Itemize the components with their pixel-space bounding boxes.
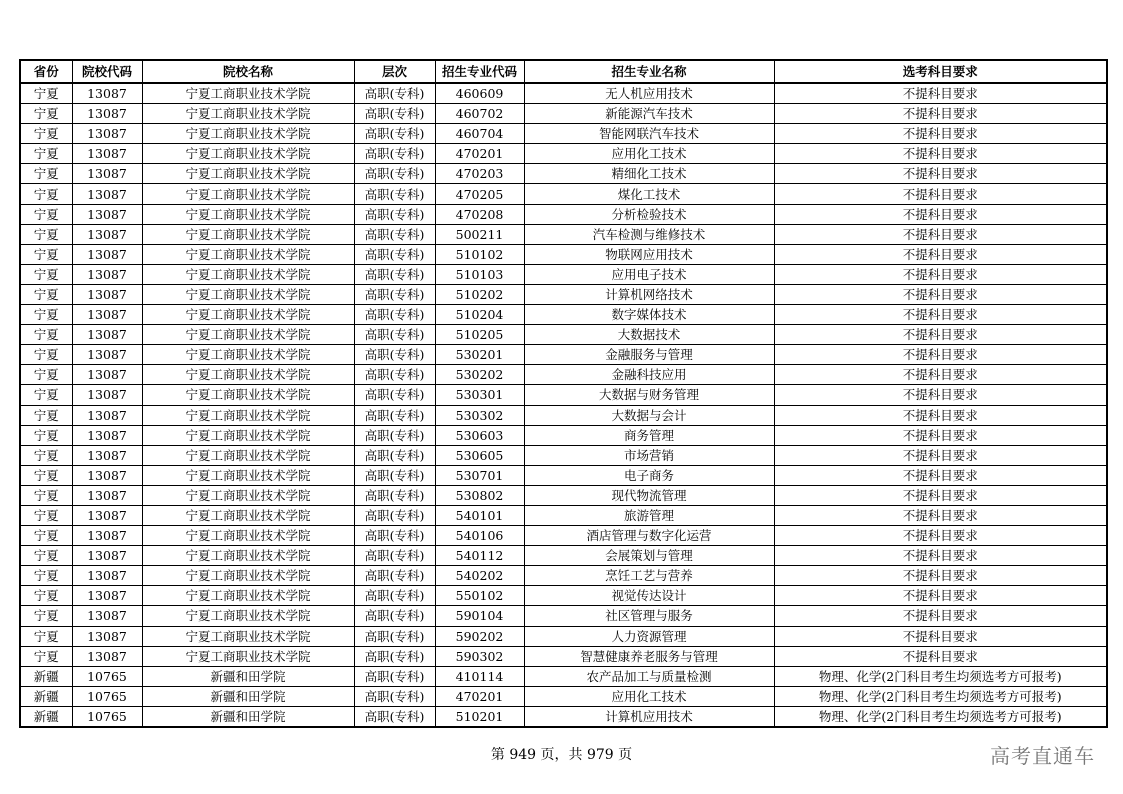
- cell-province: 宁夏: [20, 566, 72, 586]
- table-row: [20, 445, 1107, 465]
- cell-province: 宁夏: [20, 284, 72, 304]
- cell-province: 宁夏: [20, 465, 72, 485]
- cell-subject-requirement: 不提科目要求: [774, 325, 1107, 345]
- cell-major-code: 510201: [435, 706, 524, 727]
- cell-subject-requirement: 不提科目要求: [774, 606, 1107, 626]
- cell-major-code: 510204: [435, 305, 524, 325]
- cell-province: 宁夏: [20, 124, 72, 144]
- cell-subject-requirement: 不提科目要求: [774, 224, 1107, 244]
- cell-school-name: 宁夏工商职业技术学院: [142, 526, 354, 546]
- cell-school-code: 13087: [72, 626, 142, 646]
- cell-province: 宁夏: [20, 244, 72, 264]
- table-row: [20, 83, 1107, 104]
- cell-major-name: 社区管理与服务: [524, 606, 774, 626]
- cell-major-code: 530802: [435, 485, 524, 505]
- cell-level: 高职(专科): [354, 184, 435, 204]
- cell-major-code: 590104: [435, 606, 524, 626]
- cell-major-code: 470205: [435, 184, 524, 204]
- cell-subject-requirement: 不提科目要求: [774, 505, 1107, 525]
- cell-province: 新疆: [20, 666, 72, 686]
- cell-level: 高职(专科): [354, 164, 435, 184]
- table-row: [20, 626, 1107, 646]
- cell-level: 高职(专科): [354, 224, 435, 244]
- cell-major-code: 530201: [435, 345, 524, 365]
- cell-school-code: 13087: [72, 325, 142, 345]
- cell-major-name: 计算机网络技术: [524, 284, 774, 304]
- cell-province: 宁夏: [20, 505, 72, 525]
- table-row: [20, 485, 1107, 505]
- cell-major-code: 530301: [435, 385, 524, 405]
- cell-school-name: 新疆和田学院: [142, 706, 354, 727]
- cell-level: 高职(专科): [354, 485, 435, 505]
- cell-school-code: 10765: [72, 686, 142, 706]
- cell-subject-requirement: 不提科目要求: [774, 244, 1107, 264]
- cell-school-code: 13087: [72, 104, 142, 124]
- cell-subject-requirement: 不提科目要求: [774, 465, 1107, 485]
- cell-subject-requirement: 不提科目要求: [774, 144, 1107, 164]
- cell-school-code: 13087: [72, 264, 142, 284]
- cell-level: 高职(专科): [354, 505, 435, 525]
- cell-province: 宁夏: [20, 405, 72, 425]
- cell-school-code: 13087: [72, 526, 142, 546]
- table-row: [20, 104, 1107, 124]
- table-row: [20, 405, 1107, 425]
- watermark-text: 高考直通车: [990, 744, 1095, 768]
- cell-major-code: 510202: [435, 284, 524, 304]
- cell-major-code: 540112: [435, 546, 524, 566]
- cell-school-name: 宁夏工商职业技术学院: [142, 284, 354, 304]
- cell-major-name: 人力资源管理: [524, 626, 774, 646]
- cell-province: 宁夏: [20, 485, 72, 505]
- table-row: [20, 184, 1107, 204]
- cell-major-name: 旅游管理: [524, 505, 774, 525]
- cell-major-name: 大数据技术: [524, 325, 774, 345]
- admission-table: [19, 59, 1108, 728]
- cell-major-name: 金融科技应用: [524, 365, 774, 385]
- cell-subject-requirement: 不提科目要求: [774, 284, 1107, 304]
- cell-level: 高职(专科): [354, 385, 435, 405]
- cell-major-code: 470201: [435, 686, 524, 706]
- cell-level: 高职(专科): [354, 264, 435, 284]
- cell-school-name: 宁夏工商职业技术学院: [142, 566, 354, 586]
- cell-major-name: 金融服务与管理: [524, 345, 774, 365]
- cell-province: 宁夏: [20, 184, 72, 204]
- cell-major-code: 510205: [435, 325, 524, 345]
- cell-school-name: 宁夏工商职业技术学院: [142, 224, 354, 244]
- cell-subject-requirement: 不提科目要求: [774, 586, 1107, 606]
- cell-province: 宁夏: [20, 646, 72, 666]
- cell-province: 宁夏: [20, 606, 72, 626]
- cell-level: 高职(专科): [354, 325, 435, 345]
- cell-major-code: 510103: [435, 264, 524, 284]
- cell-school-code: 13087: [72, 184, 142, 204]
- cell-subject-requirement: 不提科目要求: [774, 264, 1107, 284]
- cell-subject-requirement: 不提科目要求: [774, 485, 1107, 505]
- cell-subject-requirement: 不提科目要求: [774, 305, 1107, 325]
- cell-major-name: 应用化工技术: [524, 144, 774, 164]
- cell-major-code: 550102: [435, 586, 524, 606]
- header-school-name: 院校名称: [142, 60, 354, 83]
- cell-school-code: 13087: [72, 566, 142, 586]
- cell-school-code: 13087: [72, 365, 142, 385]
- cell-level: 高职(专科): [354, 646, 435, 666]
- table-row: [20, 144, 1107, 164]
- cell-school-name: 宁夏工商职业技术学院: [142, 445, 354, 465]
- cell-major-code: 590202: [435, 626, 524, 646]
- cell-major-code: 460702: [435, 104, 524, 124]
- cell-major-code: 530202: [435, 365, 524, 385]
- header-province: 省份: [20, 60, 72, 83]
- cell-province: 宁夏: [20, 345, 72, 365]
- cell-subject-requirement: 不提科目要求: [774, 124, 1107, 144]
- cell-major-name: 分析检验技术: [524, 204, 774, 224]
- cell-major-name: 会展策划与管理: [524, 546, 774, 566]
- cell-level: 高职(专科): [354, 546, 435, 566]
- cell-major-code: 530701: [435, 465, 524, 485]
- cell-subject-requirement: 物理、化学(2门科目考生均须选考方可报考): [774, 666, 1107, 686]
- cell-subject-requirement: 不提科目要求: [774, 345, 1107, 365]
- table-row: [20, 264, 1107, 284]
- cell-school-name: 宁夏工商职业技术学院: [142, 305, 354, 325]
- cell-major-name: 无人机应用技术: [524, 83, 774, 104]
- cell-subject-requirement: 物理、化学(2门科目考生均须选考方可报考): [774, 706, 1107, 727]
- cell-school-name: 宁夏工商职业技术学院: [142, 505, 354, 525]
- cell-level: 高职(专科): [354, 104, 435, 124]
- cell-school-name: 宁夏工商职业技术学院: [142, 144, 354, 164]
- cell-subject-requirement: 不提科目要求: [774, 204, 1107, 224]
- cell-school-code: 13087: [72, 385, 142, 405]
- cell-province: 宁夏: [20, 224, 72, 244]
- cell-subject-requirement: 不提科目要求: [774, 566, 1107, 586]
- cell-province: 宁夏: [20, 144, 72, 164]
- table-row: [20, 646, 1107, 666]
- cell-school-name: 宁夏工商职业技术学院: [142, 345, 354, 365]
- cell-major-code: 470201: [435, 144, 524, 164]
- cell-school-code: 13087: [72, 606, 142, 626]
- cell-school-code: 13087: [72, 485, 142, 505]
- cell-level: 高职(专科): [354, 626, 435, 646]
- table-row: [20, 244, 1107, 264]
- cell-school-name: 宁夏工商职业技术学院: [142, 465, 354, 485]
- cell-major-code: 470208: [435, 204, 524, 224]
- cell-level: 高职(专科): [354, 465, 435, 485]
- cell-school-code: 13087: [72, 305, 142, 325]
- cell-subject-requirement: 不提科目要求: [774, 526, 1107, 546]
- cell-school-code: 13087: [72, 124, 142, 144]
- cell-school-name: 宁夏工商职业技术学院: [142, 184, 354, 204]
- table-row: [20, 606, 1107, 626]
- cell-province: 新疆: [20, 706, 72, 727]
- cell-school-name: 新疆和田学院: [142, 686, 354, 706]
- cell-province: 宁夏: [20, 586, 72, 606]
- table-row: [20, 284, 1107, 304]
- cell-major-code: 590302: [435, 646, 524, 666]
- cell-school-name: 新疆和田学院: [142, 666, 354, 686]
- cell-level: 高职(专科): [354, 606, 435, 626]
- cell-major-name: 物联网应用技术: [524, 244, 774, 264]
- cell-major-code: 410114: [435, 666, 524, 686]
- cell-province: 新疆: [20, 686, 72, 706]
- cell-school-code: 13087: [72, 445, 142, 465]
- cell-school-code: 13087: [72, 224, 142, 244]
- cell-major-name: 大数据与会计: [524, 405, 774, 425]
- cell-major-name: 煤化工技术: [524, 184, 774, 204]
- cell-school-name: 宁夏工商职业技术学院: [142, 646, 354, 666]
- table-row: [20, 505, 1107, 525]
- cell-subject-requirement: 不提科目要求: [774, 626, 1107, 646]
- cell-level: 高职(专科): [354, 124, 435, 144]
- cell-level: 高职(专科): [354, 666, 435, 686]
- cell-major-name: 商务管理: [524, 425, 774, 445]
- cell-major-code: 530603: [435, 425, 524, 445]
- cell-major-name: 大数据与财务管理: [524, 385, 774, 405]
- cell-subject-requirement: 不提科目要求: [774, 83, 1107, 104]
- cell-major-name: 精细化工技术: [524, 164, 774, 184]
- cell-major-name: 烹饪工艺与营养: [524, 566, 774, 586]
- cell-school-code: 13087: [72, 345, 142, 365]
- cell-level: 高职(专科): [354, 586, 435, 606]
- table-row: [20, 586, 1107, 606]
- cell-subject-requirement: 不提科目要求: [774, 385, 1107, 405]
- table-row: [20, 666, 1107, 686]
- cell-major-name: 应用化工技术: [524, 686, 774, 706]
- cell-school-code: 10765: [72, 706, 142, 727]
- cell-province: 宁夏: [20, 385, 72, 405]
- cell-school-code: 13087: [72, 425, 142, 445]
- cell-major-code: 530605: [435, 445, 524, 465]
- cell-level: 高职(专科): [354, 204, 435, 224]
- cell-school-code: 10765: [72, 666, 142, 686]
- cell-school-code: 13087: [72, 284, 142, 304]
- table-row: [20, 345, 1107, 365]
- header-subject-requirement: 选考科目要求: [774, 60, 1107, 83]
- cell-school-code: 13087: [72, 164, 142, 184]
- cell-school-name: 宁夏工商职业技术学院: [142, 83, 354, 104]
- cell-province: 宁夏: [20, 305, 72, 325]
- cell-level: 高职(专科): [354, 445, 435, 465]
- cell-school-code: 13087: [72, 546, 142, 566]
- cell-school-name: 宁夏工商职业技术学院: [142, 325, 354, 345]
- cell-major-code: 540106: [435, 526, 524, 546]
- cell-level: 高职(专科): [354, 284, 435, 304]
- cell-major-name: 视觉传达设计: [524, 586, 774, 606]
- cell-province: 宁夏: [20, 365, 72, 385]
- cell-level: 高职(专科): [354, 144, 435, 164]
- cell-level: 高职(专科): [354, 526, 435, 546]
- cell-subject-requirement: 不提科目要求: [774, 445, 1107, 465]
- cell-major-name: 应用电子技术: [524, 264, 774, 284]
- cell-major-code: 530302: [435, 405, 524, 425]
- cell-school-code: 13087: [72, 505, 142, 525]
- cell-level: 高职(专科): [354, 305, 435, 325]
- cell-province: 宁夏: [20, 104, 72, 124]
- cell-school-name: 宁夏工商职业技术学院: [142, 626, 354, 646]
- cell-school-name: 宁夏工商职业技术学院: [142, 124, 354, 144]
- cell-level: 高职(专科): [354, 244, 435, 264]
- cell-school-code: 13087: [72, 646, 142, 666]
- cell-major-name: 数字媒体技术: [524, 305, 774, 325]
- table-row: [20, 204, 1107, 224]
- cell-school-name: 宁夏工商职业技术学院: [142, 546, 354, 566]
- table-row: [20, 124, 1107, 144]
- cell-subject-requirement: 不提科目要求: [774, 104, 1107, 124]
- cell-school-name: 宁夏工商职业技术学院: [142, 405, 354, 425]
- cell-level: 高职(专科): [354, 706, 435, 727]
- header-school-code: 院校代码: [72, 60, 142, 83]
- cell-subject-requirement: 不提科目要求: [774, 184, 1107, 204]
- cell-school-code: 13087: [72, 586, 142, 606]
- cell-province: 宁夏: [20, 526, 72, 546]
- table-row: [20, 385, 1107, 405]
- header-level: 层次: [354, 60, 435, 83]
- table-row: [20, 224, 1107, 244]
- cell-province: 宁夏: [20, 204, 72, 224]
- cell-school-name: 宁夏工商职业技术学院: [142, 425, 354, 445]
- table-row: [20, 325, 1107, 345]
- table-row: [20, 465, 1107, 485]
- cell-school-name: 宁夏工商职业技术学院: [142, 104, 354, 124]
- cell-major-name: 智慧健康养老服务与管理: [524, 646, 774, 666]
- cell-level: 高职(专科): [354, 365, 435, 385]
- cell-major-code: 540101: [435, 505, 524, 525]
- cell-level: 高职(专科): [354, 405, 435, 425]
- cell-major-code: 500211: [435, 224, 524, 244]
- cell-province: 宁夏: [20, 626, 72, 646]
- cell-level: 高职(专科): [354, 566, 435, 586]
- table-row: [20, 706, 1107, 727]
- cell-province: 宁夏: [20, 164, 72, 184]
- table-row: [20, 526, 1107, 546]
- cell-school-name: 宁夏工商职业技术学院: [142, 385, 354, 405]
- cell-subject-requirement: 不提科目要求: [774, 405, 1107, 425]
- table-row: [20, 425, 1107, 445]
- cell-school-code: 13087: [72, 465, 142, 485]
- cell-school-name: 宁夏工商职业技术学院: [142, 606, 354, 626]
- admission-table-container: [19, 59, 1106, 728]
- cell-province: 宁夏: [20, 83, 72, 104]
- table-row: [20, 305, 1107, 325]
- cell-school-name: 宁夏工商职业技术学院: [142, 586, 354, 606]
- cell-school-name: 宁夏工商职业技术学院: [142, 485, 354, 505]
- table-row: [20, 686, 1107, 706]
- cell-level: 高职(专科): [354, 83, 435, 104]
- cell-subject-requirement: 不提科目要求: [774, 164, 1107, 184]
- table-header-row: [20, 60, 1107, 83]
- cell-major-name: 计算机应用技术: [524, 706, 774, 727]
- cell-major-name: 电子商务: [524, 465, 774, 485]
- cell-subject-requirement: 不提科目要求: [774, 546, 1107, 566]
- cell-major-name: 汽车检测与维修技术: [524, 224, 774, 244]
- cell-school-name: 宁夏工商职业技术学院: [142, 204, 354, 224]
- table-row: [20, 546, 1107, 566]
- cell-school-code: 13087: [72, 244, 142, 264]
- cell-school-code: 13087: [72, 405, 142, 425]
- table-row: [20, 365, 1107, 385]
- cell-major-name: 市场营销: [524, 445, 774, 465]
- cell-province: 宁夏: [20, 325, 72, 345]
- cell-major-code: 460609: [435, 83, 524, 104]
- page-number: 第 949 页，共 979 页: [490, 747, 633, 763]
- cell-major-name: 酒店管理与数字化运营: [524, 526, 774, 546]
- cell-school-name: 宁夏工商职业技术学院: [142, 264, 354, 284]
- cell-school-name: 宁夏工商职业技术学院: [142, 365, 354, 385]
- cell-major-code: 510102: [435, 244, 524, 264]
- table-row: [20, 566, 1107, 586]
- cell-major-name: 新能源汽车技术: [524, 104, 774, 124]
- cell-school-code: 13087: [72, 83, 142, 104]
- cell-level: 高职(专科): [354, 686, 435, 706]
- cell-school-name: 宁夏工商职业技术学院: [142, 164, 354, 184]
- cell-school-code: 13087: [72, 144, 142, 164]
- cell-province: 宁夏: [20, 425, 72, 445]
- cell-school-name: 宁夏工商职业技术学院: [142, 244, 354, 264]
- cell-major-name: 智能网联汽车技术: [524, 124, 774, 144]
- cell-major-name: 农产品加工与质量检测: [524, 666, 774, 686]
- cell-province: 宁夏: [20, 445, 72, 465]
- cell-level: 高职(专科): [354, 345, 435, 365]
- cell-major-code: 470203: [435, 164, 524, 184]
- cell-major-name: 现代物流管理: [524, 485, 774, 505]
- cell-subject-requirement: 物理、化学(2门科目考生均须选考方可报考): [774, 686, 1107, 706]
- cell-major-code: 540202: [435, 566, 524, 586]
- cell-major-code: 460704: [435, 124, 524, 144]
- cell-school-code: 13087: [72, 204, 142, 224]
- header-major-name: 招生专业名称: [524, 60, 774, 83]
- cell-subject-requirement: 不提科目要求: [774, 365, 1107, 385]
- cell-province: 宁夏: [20, 264, 72, 284]
- header-major-code: 招生专业代码: [435, 60, 524, 83]
- cell-province: 宁夏: [20, 546, 72, 566]
- table-body: [20, 83, 1107, 727]
- cell-subject-requirement: 不提科目要求: [774, 646, 1107, 666]
- cell-subject-requirement: 不提科目要求: [774, 425, 1107, 445]
- cell-level: 高职(专科): [354, 425, 435, 445]
- table-row: [20, 164, 1107, 184]
